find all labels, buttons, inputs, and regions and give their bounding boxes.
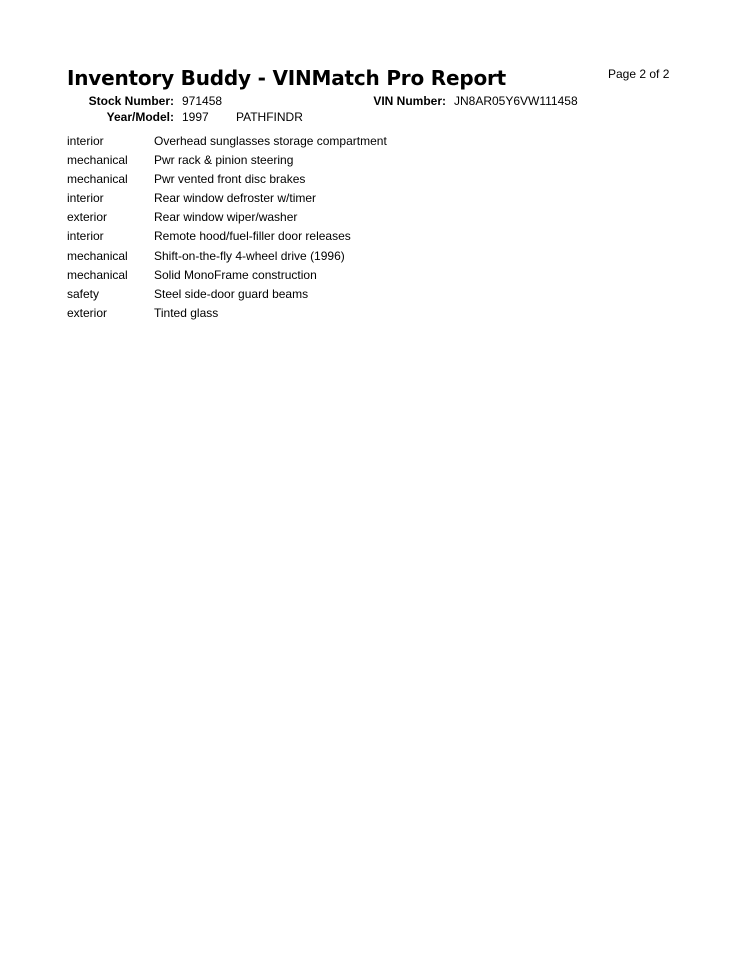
feature-description: Pwr vented front disc brakes bbox=[154, 172, 306, 187]
feature-description: Rear window wiper/washer bbox=[154, 210, 298, 225]
feature-description: Steel side-door guard beams bbox=[154, 286, 309, 301]
stock-number-value: 971458 bbox=[182, 94, 223, 108]
feature-description: Tinted glass bbox=[154, 305, 219, 320]
feature-description: Shift-on-the-fly 4-wheel drive (1996) bbox=[154, 248, 345, 263]
feature-category: safety bbox=[67, 286, 100, 301]
vin-number-value: JN8AR05Y6VW111458 bbox=[454, 94, 578, 108]
feature-description: Remote hood/fuel-filler door releases bbox=[154, 229, 351, 244]
feature-category: exterior bbox=[67, 305, 108, 320]
feature-row bbox=[67, 268, 667, 287]
feature-category: mechanical bbox=[67, 153, 128, 168]
feature-row bbox=[67, 134, 667, 153]
feature-description: Rear window defroster w/timer bbox=[154, 191, 317, 206]
feature-description: Pwr rack & pinion steering bbox=[154, 153, 294, 168]
feature-description: Solid MonoFrame construction bbox=[154, 267, 317, 282]
feature-category: interior bbox=[67, 229, 104, 244]
vin-number-label: VIN Number: bbox=[373, 94, 446, 108]
feature-category: exterior bbox=[67, 210, 108, 225]
year-value: 1997 bbox=[182, 110, 209, 124]
report-title: Inventory Buddy - VINMatch Pro Report bbox=[67, 66, 507, 90]
feature-row bbox=[67, 210, 667, 229]
feature-row bbox=[67, 287, 667, 306]
feature-row bbox=[67, 229, 667, 248]
feature-row bbox=[67, 153, 667, 172]
feature-row bbox=[67, 249, 667, 268]
feature-category: interior bbox=[67, 134, 104, 148]
feature-row bbox=[67, 306, 667, 325]
feature-row bbox=[67, 172, 667, 191]
feature-category: mechanical bbox=[67, 248, 128, 263]
feature-list bbox=[67, 134, 667, 325]
feature-row bbox=[67, 191, 667, 210]
feature-description: Overhead sunglasses storage compartment bbox=[154, 134, 387, 148]
feature-category: mechanical bbox=[67, 267, 128, 282]
feature-category: mechanical bbox=[67, 172, 128, 187]
year-model-label: Year/Model: bbox=[106, 110, 174, 124]
feature-category: interior bbox=[67, 191, 104, 206]
stock-number-label: Stock Number: bbox=[88, 94, 174, 108]
model-value: PATHFINDR bbox=[236, 110, 303, 124]
page-indicator: Page 2 of 2 bbox=[608, 67, 670, 81]
